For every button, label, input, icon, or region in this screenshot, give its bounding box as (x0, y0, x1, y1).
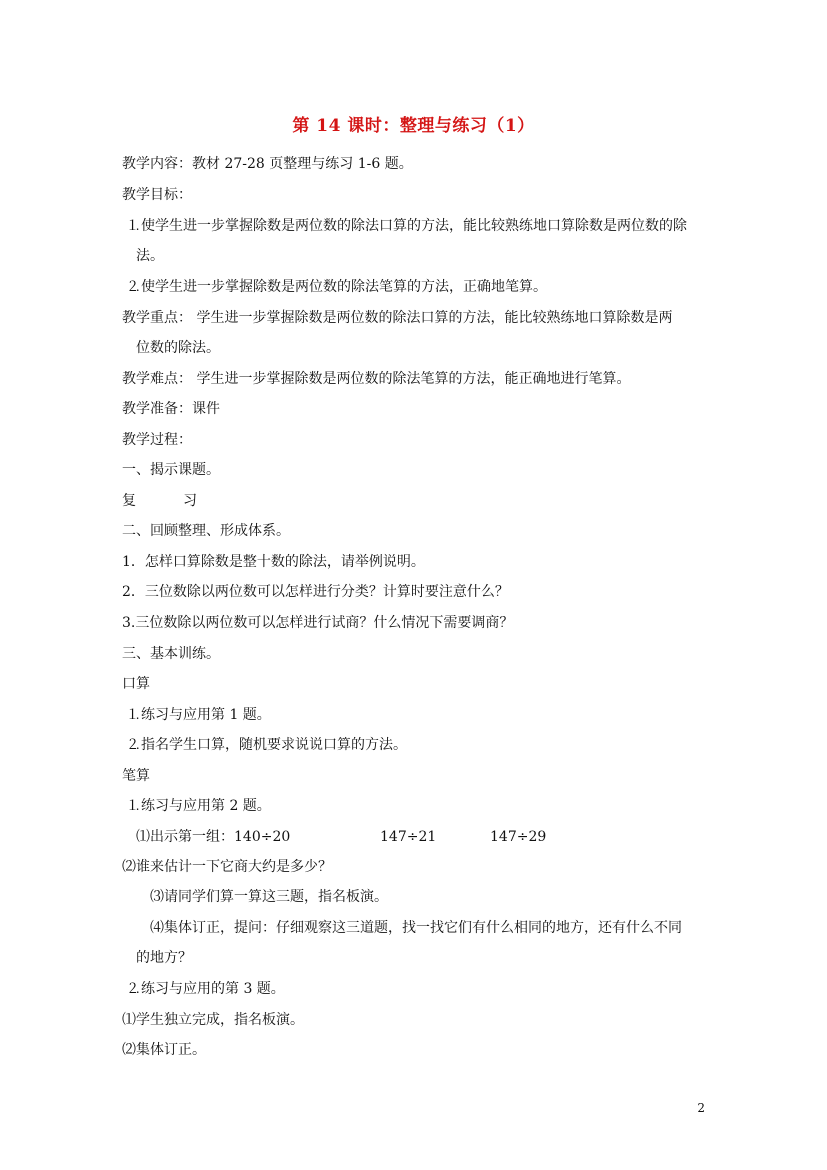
text-line: 口算 (122, 676, 150, 692)
text-line: ⑴出示第一组：140÷20 (136, 829, 291, 845)
text-line: 教学准备：课件 (122, 401, 220, 417)
text-line: 教学难点： 学生进一步掌握除数是两位数的除法笔算的方法，能正确地进行笔算。 (122, 371, 631, 387)
text-line: ⒉使学生进一步掌握除数是两位数的除法笔算的方法，正确地笔算。 (127, 279, 547, 295)
text-line: ⒈练习与应用第 1 题。 (127, 707, 271, 723)
text-line: 的地方？ (136, 950, 192, 966)
text-line: ⒉指名学生口算，随机要求说说口算的方法。 (127, 737, 407, 753)
text-line: 复 (122, 493, 136, 509)
text-line: ⑴学生独立完成，指名板演。 (122, 1012, 304, 1028)
text-line: 习 (183, 493, 197, 509)
text-line: 一、揭示课题。 (122, 462, 220, 478)
text-line: 位数的除法。 (136, 340, 220, 356)
text-line: ⒈使学生进一步掌握除数是两位数的除法口算的方法，能比较熟练地口算除数是两位数的除 (127, 218, 687, 234)
text-line: ⑶请同学们算一算这三题，指名板演。 (150, 889, 388, 905)
text-line: ⑷集体订正，提问：仔细观察这三道题，找一找它们有什么相同的地方，还有什么不同 (150, 920, 682, 936)
text-line: ⑵谁来估计一下它商大约是多少？ (122, 859, 332, 875)
text-line: 教学目标： (122, 187, 192, 203)
text-line: 三、基本训练。 (122, 646, 220, 662)
text-line: 二、回顾整理、形成体系。 (122, 523, 290, 539)
text-line: 147÷29 (490, 829, 547, 845)
text-line: 教学重点： 学生进一步掌握除数是两位数的除法口算的方法，能比较熟练地口算除数是两 (122, 310, 673, 326)
text-line: ⒉练习与应用的第 3 题。 (127, 981, 285, 997)
page-title: 第 14 课时：整理与练习（1） (292, 116, 535, 136)
page-number: 2 (697, 1101, 705, 1115)
text-line: 147÷21 (380, 829, 437, 845)
text-line: 教学过程： (122, 432, 192, 448)
text-line: 法。 (136, 248, 164, 264)
text-line: 3.三位数除以两位数可以怎样进行试商？什么情况下需要调商？ (122, 615, 514, 631)
text-line: 1．怎样口算除数是整十数的除法，请举例说明。 (122, 554, 425, 570)
text-line: ⑵集体订正。 (122, 1042, 206, 1058)
text-line: 教学内容：教材 27-28 页整理与练习 1-6 题。 (122, 156, 413, 172)
text-line: 2．三位数除以两位数可以怎样进行分类？计算时要注意什么？ (122, 584, 509, 600)
text-line: ⒈练习与应用第 2 题。 (127, 798, 271, 814)
text-line: 笔算 (122, 768, 150, 784)
